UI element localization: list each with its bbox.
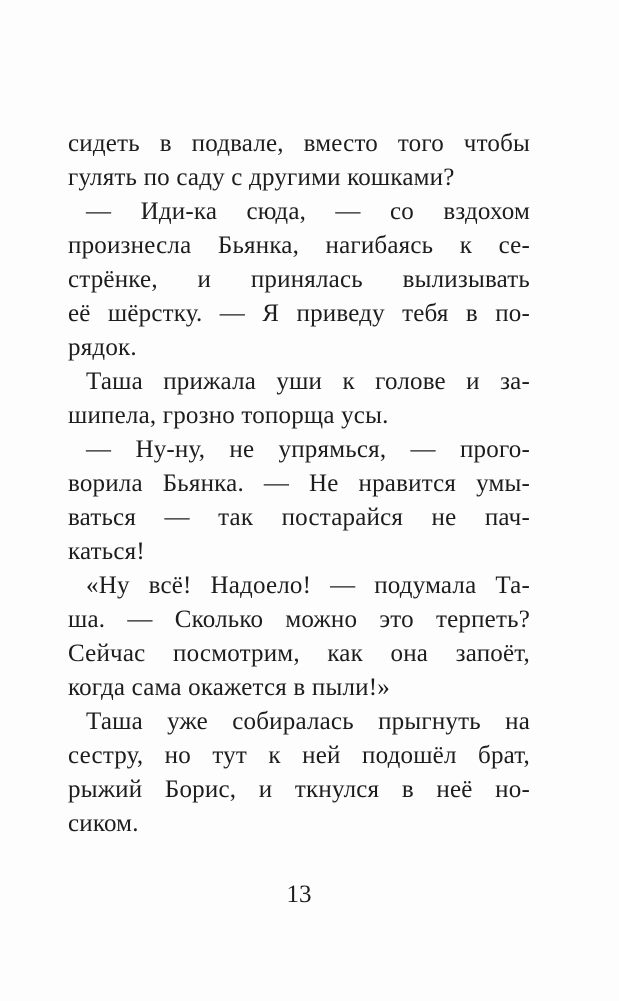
- text-line: гулять по саду с другими кошками?: [68, 164, 455, 191]
- text-line: шипела, грозно топорща усы.: [68, 402, 389, 429]
- text-line: сиком.: [68, 810, 139, 837]
- text-line: Сейчас посмотрим, как она запоёт,: [68, 640, 530, 667]
- text-line: рыжий Борис, и ткнулся в неё но-: [68, 776, 530, 803]
- text-line: ворила Бьянка. — Не нравится умы-: [68, 470, 530, 497]
- text-line: рядок.: [68, 334, 137, 361]
- text-line: «Ну всё! Надоело! — подумала Та-: [86, 572, 530, 599]
- page-text-block: [68, 127, 530, 841]
- text-line: произнесла Бьянка, нагибаясь к се-: [68, 232, 530, 259]
- text-line: каться!: [68, 538, 145, 565]
- text-line: ша. — Сколько можно это терпеть?: [68, 606, 530, 633]
- page-number: 13: [286, 881, 312, 908]
- text-line: стрёнке, и принялась вылизывать: [68, 266, 530, 293]
- text-line: Таша прижала уши к голове и за-: [86, 368, 530, 395]
- text-line: сидеть в подвале, вместо того чтобы: [68, 130, 530, 157]
- text-line: когда сама окажется в пыли!»: [68, 674, 390, 701]
- text-line: — Ну-ну, не упрямься, — прого-: [86, 436, 530, 463]
- text-line: ваться — так постарайся не пач-: [68, 504, 530, 531]
- text-line: её шёрстку. — Я приведу тебя в по-: [68, 300, 530, 327]
- text-line: — Иди-ка сюда, — со вздохом: [86, 198, 530, 225]
- text-line: сестру, но тут к ней подошёл брат,: [68, 742, 530, 769]
- text-line: Таша уже собиралась прыгнуть на: [86, 708, 530, 735]
